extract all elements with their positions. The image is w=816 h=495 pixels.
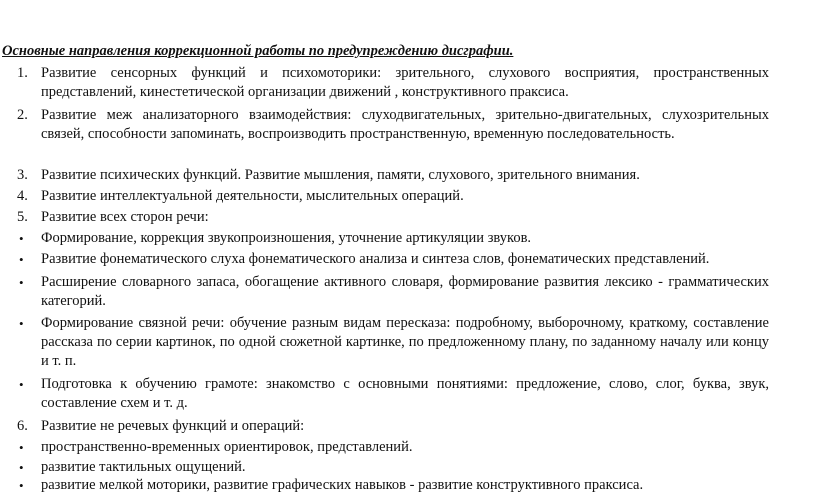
bullet-marker: • xyxy=(19,440,24,455)
list-item-text: Развитие интеллектуальной деятельности, мыслительных операций. xyxy=(41,188,464,204)
bullet-item-8 xyxy=(0,476,816,495)
list-item-text: Развитие сенсорных функций и психомоторики: зрительного, слухового восприятия, пространственных представлений, кинестетической организации движений , конструктивного праксиса. xyxy=(41,65,769,100)
bullet-item-7 xyxy=(0,458,816,477)
list-marker: 6. xyxy=(17,418,28,434)
list-item-text: Расширение словарного запаса, обогащение активного словаря, формирование развития лексико - грамматических категорий. xyxy=(41,274,769,309)
bullet-item-1 xyxy=(0,229,816,248)
list-item-text: Развитие меж анализаторного взаимодействия: слуходвигательных, зрительно-двигательных, слухозрительных связей, способности запоминать, воспроизводить пространственную, временную последовательность. xyxy=(41,107,769,142)
list-item-2 xyxy=(0,106,816,163)
list-marker: 3. xyxy=(17,167,28,183)
list-marker: 1. xyxy=(17,65,28,81)
bullet-item-3 xyxy=(0,273,816,311)
bullet-marker: • xyxy=(19,377,24,392)
document-title: Основные направления коррекционной работы по предупреждению дисграфии. xyxy=(2,43,514,59)
list-marker: 4. xyxy=(17,188,28,204)
list-item-6 xyxy=(0,417,816,436)
list-item-text: Формирование связной речи: обучение разным видам пересказа: подробному, выборочному, краткому, составление рассказа по серии картинок, по одной сюжетной картинке, по предложенному плану, по заданному началу или концу и т. п. xyxy=(41,315,769,369)
bullet-item-2 xyxy=(0,250,816,269)
bullet-marker: • xyxy=(19,478,24,493)
list-item-text: Развитие фонематического слуха фонематического анализа и синтеза слов, фонематических представлений. xyxy=(41,251,710,267)
list-item-text: пространственно-временных ориентировок, представлений. xyxy=(41,439,413,455)
bullet-item-6 xyxy=(0,438,816,457)
list-item-text: Развитие не речевых функций и операций: xyxy=(41,418,305,434)
bullet-marker: • xyxy=(19,275,24,290)
bullet-marker: • xyxy=(19,460,24,475)
bullet-item-5 xyxy=(0,375,816,413)
list-marker: 2. xyxy=(17,107,28,123)
list-item-3 xyxy=(0,166,816,185)
list-item-4 xyxy=(0,187,816,206)
bullet-marker: • xyxy=(19,316,24,331)
list-item-text: Подготовка к обучению грамоте: знакомство с основными понятиями: предложение, слово, слог, буква, звук, составление схем и т. д. xyxy=(41,376,769,411)
bullet-marker: • xyxy=(19,231,24,246)
bullet-item-4 xyxy=(0,314,816,371)
list-item-text: Развитие психических функций. Развитие мышления, памяти, слухового, зрительного внимания. xyxy=(41,167,640,183)
list-item-1 xyxy=(0,64,816,102)
bullet-marker: • xyxy=(19,252,24,267)
list-item-text: развитие тактильных ощущений. xyxy=(41,459,246,475)
list-item-text: развитие мелкой моторики, развитие графических навыков - развитие конструктивного праксиса. xyxy=(41,477,644,493)
list-item-text: Развитие всех сторон речи: xyxy=(41,209,209,225)
list-marker: 5. xyxy=(17,209,28,225)
list-item-text: Формирование, коррекция звукопроизношения, уточнение артикуляции звуков. xyxy=(41,230,532,246)
list-item-5 xyxy=(0,208,816,227)
